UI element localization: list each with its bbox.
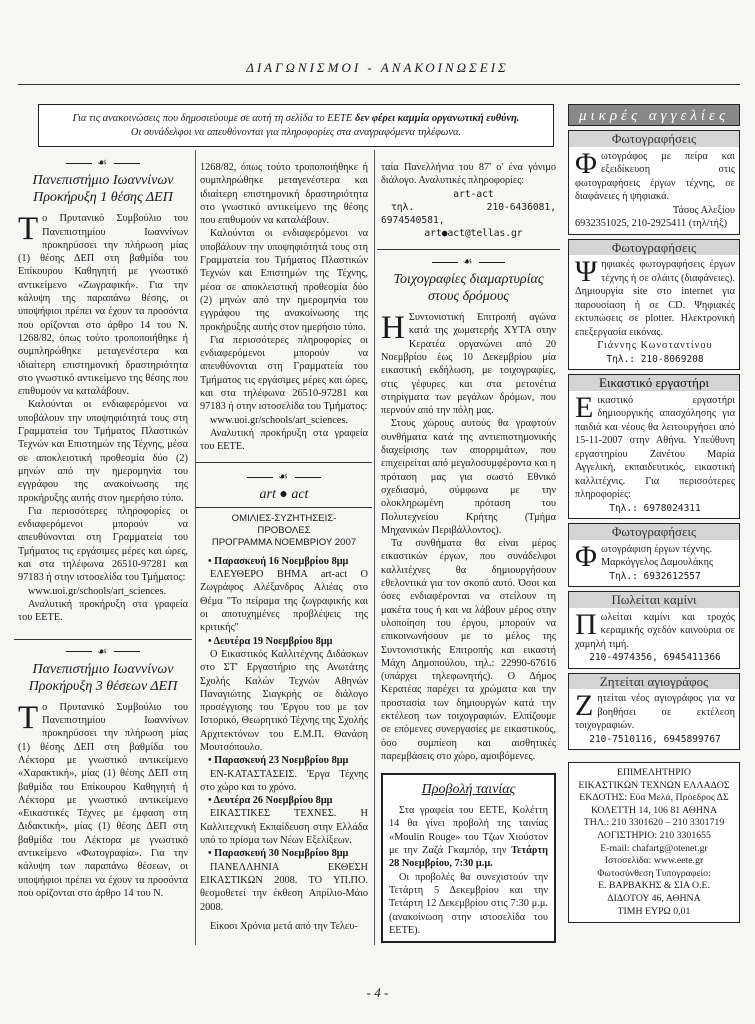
ad-title: Ζητείται αγιογράφος bbox=[569, 674, 739, 690]
divider bbox=[196, 507, 372, 508]
ornament: ☙ bbox=[381, 256, 556, 269]
drop-cap: Φ bbox=[575, 146, 597, 180]
article-title: art ● act bbox=[259, 486, 309, 502]
classified-ad: Φωτογραφήσεις Φωτογράφος με πείρα και εξειδίκευση στις φωτογραφήσεις έργων τέχνης, σε διαφάνειες ή ψηφιακά. Τάσος Αλεξίου 6932351025, 210-2925411 (τηλ/τήξ) bbox=[568, 130, 740, 235]
contact-name: art-act bbox=[453, 188, 494, 200]
event-description: Είκοσι Χρόνια μετά από την Τελευ- bbox=[210, 920, 358, 932]
event-date: • Παρασκευή 16 Νοεμβρίου 8μμ bbox=[208, 555, 349, 567]
article-paragraph: Το Πρυτανικό Συμβούλιο του Πανεπιστημίου Ιωαννίνων προκηρύσσει την πλήρωση μίας (1) θέσης ΔΕΠ στη βαθμίδα του Επίκουρου Καθηγητή με γνωστικό αντικείμενο «Ζωγραφική». Για την κάλυψη της παραπάνω θέσης, οι υποψήφιοι πρέπει να έχουν τα προσόντα που ορίζονται στο άρθρο 14 του Ν. 1268/82, όπως τούτο τροποποιήθηκε ή συμπληρώθηκε μεταγενέστερα και ιδιαίτερη επιστημονική δραστηριότητα στο γνωστικό αντικείμενο της θέσης που επιθυμούν να καταλάβουν. bbox=[18, 211, 188, 398]
drop-cap: Φ bbox=[575, 539, 597, 573]
notice-emphasis: δεν φέρει καμμία οργανωτική ευθύνη. bbox=[354, 113, 520, 124]
ad-title: Εικαστικό εργαστήρι bbox=[569, 375, 739, 391]
article-paragraph: Καλούνται οι ενδιαφερόμενοι να υποβάλουν την υποψηφιότητά τους στη Γραμματεία του Τμήματος Πλαστικών Τεχνών και Επιστημών της Τέχνης, μέσα σε αποκλειστική προθεσμία δύο (2) μηνών από την ημερομηνία του εγγράφου της ανακοίνωσης της προκήρυξης αυτής στον ημερήσιο τύπο. bbox=[18, 399, 188, 504]
imprint-email[interactable]: E-mail: chafartg@otenet.gr bbox=[600, 842, 708, 854]
event-description: ΕΛΕΥΘΕΡΟ ΒΗΜΑ art-act Ο Ζωγράφος Αλέξανδρος Αλιέας στο Θέμα "Το πείραμα της ζωγραφικής και οι αποτυχημένες προβλέψεις της κριτικής" bbox=[200, 569, 368, 634]
article-paragraph: Στους χώρους αυτούς θα γραφτούν συνθήματα κατά της αντιεπιστημονικής διαχείρισης των απορριμάτων, που επιχειρείται από μεγαλοσυμφέροντα και η πρόταση μας για σωστό Εθνικό σχεδιασμό, σύμφωνα με την ολοκληρωμένη πρόταση του Πολυτεχνείου Κρήτης (Τμήμα Μηχανικών Περιβάλλοντος). bbox=[381, 418, 556, 536]
article-title: Προβολή ταινίας bbox=[421, 782, 516, 798]
ornament: ☙ bbox=[18, 157, 188, 170]
drop-cap: Ψ bbox=[575, 255, 598, 288]
drop-cap: Η bbox=[381, 310, 405, 347]
film-screening-box bbox=[381, 773, 556, 943]
event-date: • Δευτέρα 19 Νοεμβρίου 8μμ bbox=[208, 635, 333, 647]
article-paragraph: 1268/82, όπως τούτο τροποποιήθηκε ή συμπληρώθηκε μεταγενέστερα και ιδιαίτερη επιστημονική δραστηριότητα στο γνωστικό αντικείμενο της θέσης που επιθυμούν να καταλάβουν. bbox=[200, 162, 368, 227]
article-paragraph: Για περισσότερες πληροφορίες οι ενδιαφερόμενοι μπορούν να απευθύνονται στη Γραμματεία του Τμήματος τις εργάσιμες μέρες και ώρες, και στα τηλέφωνα 26510-97281 και 97183 ή στην ιστοσελίδα του Τμήματος: bbox=[200, 334, 368, 413]
event-description: ΕΝ-ΚΑΤΑΣΤΑΣΕΙΣ. 'Εργα Τέχνης στο χώρο και το χρόνο. bbox=[200, 768, 368, 793]
divider bbox=[377, 249, 560, 250]
program-heading: ΟΜΙΛΙΕΣ-ΣΥΖΗΤΗΣΕΙΣ- ΠΡΟΒΟΛΕΣ ΠΡΟΓΡΑΜΜΑ ΝΟΕΜΒΡΙΟΥ 2007 bbox=[211, 512, 357, 548]
column-divider bbox=[374, 150, 375, 945]
article-paragraph: Αναλυτική προκήρυξη στα γραφεία του ΕΕΤΕ. bbox=[18, 598, 188, 624]
event-date: • Δευτέρα 26 Νοεμβρίου 8μμ bbox=[208, 795, 333, 807]
column-3 bbox=[381, 161, 556, 943]
classified-ad: Πωλείται καμίνι Πωλείται καμίνι και τροχός κεραμικής σχεδόν καινούρια σε χαμηλή τιμή. 210-4974356, 6945411366 bbox=[568, 591, 740, 669]
publisher-imprint: ΕΠΙΜΕΛΗΤΗΡΙΟ ΕΙΚΑΣΤΙΚΩΝ ΤΕΧΝΩΝ ΕΛΛΑΔΟΣ ΕΚΔΟΤΗΣ: Εύα Μελά, Πρόεδρος ΔΣ ΚΟΛΕΤΤΗ 14, 106 81 ΑΘΗΝΑ ΤΗΛ.: 210 3301620 – 210 3301719 ΛΟΓΙΣΤΗΡΙΟ: 210 3301655 E-mail: chafartg@otenet.gr Ιστοσελίδα: www.eete.gr Φωτοσύνθεση Τυπογραφείο: Ε. ΒΑΡΒΑΚΗΣ & ΣΙΑ Ο.Ε. ΔΙΔΟΤΟΥ 46, ΑΘΗΝΑ ΤΙΜΗ ΕΥΡΩ 0,01 bbox=[568, 762, 740, 923]
header-rule bbox=[18, 84, 740, 85]
classified-ad: Ζητείται αγιογράφος Ζητείται νέος αγιογράφος για να βοηθήσει σε εκτέλεση τοιχογραφιών. 210-7510116, 6945899767 bbox=[568, 673, 740, 751]
article-paragraph: Το Πρυτανικό Συμβούλιο του Πανεπιστημίου Ιωαννίνων προκηρύσσει την πλήρωση μίας (1) θέσης ΔΕΠ στη βαθμίδα του Λέκτορα με γνωστικό αντικείμενο «Χαρακτική», μίας (1) θέσης ΔΕΠ στη βαθμίδα του Επίκουρου Καθηγητή ή Λέκτορα με γνωστικό αντικείμενο «Εικαστικές Τέχνες με έμφαση στη Διδακτική», μίας (1) θέσης ΔΕΠ στη βαθμίδα του Λέκτορα με γνωστικό αντικείμενο «Φωτογραφία». Για την κάλυψη των παραπάνω θέσεων, οι υποψήφιοι πρέπει να έχουν τα προσόντα που ορίζονται στο άρθρο 14 του Ν. bbox=[18, 699, 188, 899]
ad-phone: Τηλ.: 210-8069208 bbox=[606, 353, 704, 365]
ad-phone: Τηλ.: 6978024311 bbox=[609, 502, 701, 514]
ad-name: Μαρκόγγελος Δαμουλάκης bbox=[600, 557, 714, 568]
article-paragraph: Τα συνθήματα θα είναι μέρος εικαστικών έργων, που συνάδελφοι καλλιτέχνες θα δημιουργήσουν εθελοντικά για τον σκοπό αυτό. Όσοι και όσες ενδιαφέρονται να στείλουν τη μακέτα τους ή και να λάβουν μέρος στην υλοποίηση του έργου, μπορούν να επικοινωνήσουν με το μέλος της Συντονιστικής Επιτροπής και εικαστή Μάχη Δημοπούλου, τηλ.: 22990-67616 (υπάρχει τηλεφωνητής). Ο Δήμος Κερατέας παρέχει τα χρώματα και την προστασία των δημιουργών κατά την εκτέλεση των τοιχογραφιών. Ελπίζουμε σε επόμενες συνεργασίες με εικαστικούς, όσο συμπίεση και αισθητικές παρεμβάσεις στο χώρο, αμοιβόμενες. bbox=[381, 538, 556, 762]
web-link[interactable]: www.uoi.gr/schools/art_sciences. bbox=[28, 585, 167, 597]
article-paragraph: Αναλυτική προκήρυξη στα γραφεία του ΕΕΤΕ. bbox=[200, 427, 368, 453]
ad-phone: Τηλ.: 6932612557 bbox=[609, 570, 701, 582]
drop-cap: Τ bbox=[18, 699, 39, 736]
drop-cap: Τ bbox=[18, 211, 39, 248]
disclaimer-notice bbox=[38, 104, 554, 147]
ad-title: Φωτογραφήσεις bbox=[569, 524, 739, 540]
article-title: Τοιχογραφίες διαμαρτυρίας στους δρόμους bbox=[393, 272, 544, 305]
classified-ad: Φωτογραφήσεις Ψηφιακές φωτογραφήσεις έργων τέχνης ή σε σλάιτς (διαφάνειες). Δημιουργία site στο internet για παρουσίαση ή σε CD. Ψηφιακές εκτυπώσεις σε plotter. Ηλεκτρονική επεξεργασία εικόνας. Γιάννης Κωνσταντίνου Τηλ.: 210-8069208 bbox=[568, 239, 740, 371]
drop-cap: Ε bbox=[575, 390, 594, 424]
event-date: • Παρασκευή 23 Νοεμβρίου 8μμ bbox=[208, 755, 349, 767]
article-paragraph: Οι προβολές θα συνεχιστούν την Τετάρτη 5 Δεκεμβρίου και την Τετάρτη 12 Δεκεμβρίου στις 7:30 μ.μ. (ανακοίνωση στην ιστοσελίδα του ΕΕΤΕ). bbox=[389, 871, 548, 936]
ad-phone: 210-7510116, 6945899767 bbox=[589, 733, 721, 745]
ad-title: Φωτογραφήσεις bbox=[569, 131, 739, 147]
notice-text: Για τις ανακοινώσεις που δημοσιεύουμε σε αυτή τη σελίδα το ΕΕΤΕ bbox=[72, 113, 355, 124]
ad-name: Γιάννης Κωνσταντίνου bbox=[597, 340, 713, 351]
article-paragraph: Στα γραφεία του ΕΕΤΕ, Κολέττη 14 θα γίνει προβολή της ταινίας «Moulin Rouge» του Τζων Χιούστον με την Ζαζά Γκαμπόρ, την Τετάρτη 28 Νοεμβρίου, 7:30 μ.μ. bbox=[389, 805, 548, 870]
ad-title: Φωτογραφήσεις bbox=[569, 240, 739, 256]
notice-line-2: Οι συνάδελφοι να απευθύνονται για πληροφορίες στα αναγραφόμενα τηλέφωνα. bbox=[130, 127, 462, 138]
event-date: • Παρασκευή 30 Νοεμβρίου 8μμ bbox=[208, 848, 349, 860]
page-number: - 4 - bbox=[366, 985, 389, 1000]
article-paragraph: Καλούνται οι ενδιαφερόμενοι να υποβάλουν την υποψηφιότητά τους στη Γραμματεία του Τμήματος Πλαστικών Τεχνών και Επιστημών της Τέχνης, μέσα σε αποκλειστική προθεσμία δύο (2) μηνών από την ημερομηνία του εγγράφου της ανακοίνωσης της προκήρυξης αυτής στον ημερήσιο τύπο. bbox=[200, 228, 368, 333]
classifieds-header: μικρές αγγελίες bbox=[568, 104, 740, 126]
article-paragraph: ταία Πανελλήνια του 87' ο' ένα γόνιμο διάλογο. Αναλυτικές πληροφορίες: bbox=[381, 162, 556, 187]
classified-ad: Εικαστικό εργαστήρι Εικαστικό εργαστήρι δημιουργικής απασχόλησης για παιδιά και νέους θα λειτουργήσει από 15-11-2007 στην Αθήνα. Υπεύθυνη εργαστηρίου Ζανέτου Μαρία Αγγελική, εκπαιδευτικός, εικαστική καλλιτέχνις. Για περισσότερες πληροφορίες: Τηλ.: 6978024311 bbox=[568, 374, 740, 519]
ornament: ☙ bbox=[200, 471, 368, 484]
classifieds-column bbox=[568, 104, 740, 923]
divider bbox=[196, 462, 372, 463]
article-paragraph: Για περισσότερες πληροφορίες οι ενδιαφερόμενοι μπορούν να απευθύνονται στη Γραμματεία του Τμήματος τις εργάσιμες μέρες και ώρες, και στα τηλέφωνα 26510-97281 και 97183 ή στην ιστοσελίδα του Τμήματος: bbox=[18, 505, 188, 584]
article-title: Πανεπιστήμιο Ιωαννίνων Προκήρυξη 1 θέσης ΔΕΠ bbox=[32, 173, 174, 206]
ornament: ☙ bbox=[18, 646, 188, 659]
event-description: Ο Εικαστικός Καλλιτέχνης Διδάσκων στο ΣΤ' Εργαστήριο της Ανωτάτης Σχολής Καλών Τεχνών Αθηνών Παναγιώτης Σιαγκρής σε διάλογο προσέγγισης του 'Εργου του με τον Ιστορικό, Θεωρητικό Τέχνης της Σχολής Αρχιτεκτόνων του Ε.Μ.Π. Θανάση Μουτσόπουλο. bbox=[200, 648, 368, 753]
web-link[interactable]: www.uoi.gr/schools/art_sciences. bbox=[210, 414, 349, 426]
event-description: ΠΑΝΕΛΛΗΝΙΑ ΕΚΘΕΣΗ ΕΙΚΑΣΤΙΚΩΝ 2008. ΤΟ ΥΠ.ΠΟ. θεσμοθετεί την έκθεση Απρίλιο-Μάιο 2008. bbox=[200, 861, 368, 913]
page-header-title: ΔΙΑΓΩΝΙΣΜΟΙ - ΑΝΑΚΟΙΝΩΣΕΙΣ bbox=[246, 60, 509, 75]
imprint-website[interactable]: Ιστοσελίδα: www.eete.gr bbox=[604, 855, 704, 867]
column-divider bbox=[195, 150, 196, 945]
ad-phone: 6932351025, 210-2925411 (τηλ/τήξ) bbox=[575, 218, 728, 229]
classified-ad: Φωτογραφήσεις Φωτογράφιση έργων τέχνης. Μαρκόγγελος Δαμουλάκης Τηλ.: 6932612557 bbox=[568, 523, 740, 587]
ad-name: Τάσος Αλεξίου bbox=[672, 204, 735, 216]
article-title: Πανεπιστήμιο Ιωαννίνων Προκήρυξη 3 θέσεων ΔΕΠ bbox=[28, 661, 178, 694]
drop-cap: Π bbox=[575, 607, 597, 641]
contact-email[interactable]: art●act@tellas.gr bbox=[424, 228, 523, 240]
drop-cap: Ζ bbox=[575, 689, 594, 722]
column-1 bbox=[18, 157, 188, 900]
ad-title: Πωλείται καμίνι bbox=[569, 592, 739, 608]
divider bbox=[14, 639, 192, 640]
article-paragraph: Η Συντονιστική Επιτροπή αγώνα κατά της χωματερής ΧΥΤΑ στην Κερατέα οργανώνει από 20 Νοεμβρίου έως 10 Δεκεμβρίου μία εικαστική εκδήλωση, με τοιχογραφίες, στις γέφυρες και στα μετονέτια στηρίγματα των μεγάλων δρόμων, που περνούν από την πόλη μας. bbox=[381, 310, 556, 417]
ad-phone: 210-4974356, 6945411366 bbox=[589, 652, 721, 663]
contact-phone: τηλ. 210-6436081, 6974540581, bbox=[381, 201, 556, 227]
event-description: ΕΙΚΑΣΤΙΚΕΣ ΤΕΧΝΕΣ. Η Καλλιτεχνική Εκπαίδευση στην Ελλάδα υπό το πρίσμα των Νέων Εξελίξεων. bbox=[200, 808, 368, 847]
column-2 bbox=[200, 161, 368, 933]
